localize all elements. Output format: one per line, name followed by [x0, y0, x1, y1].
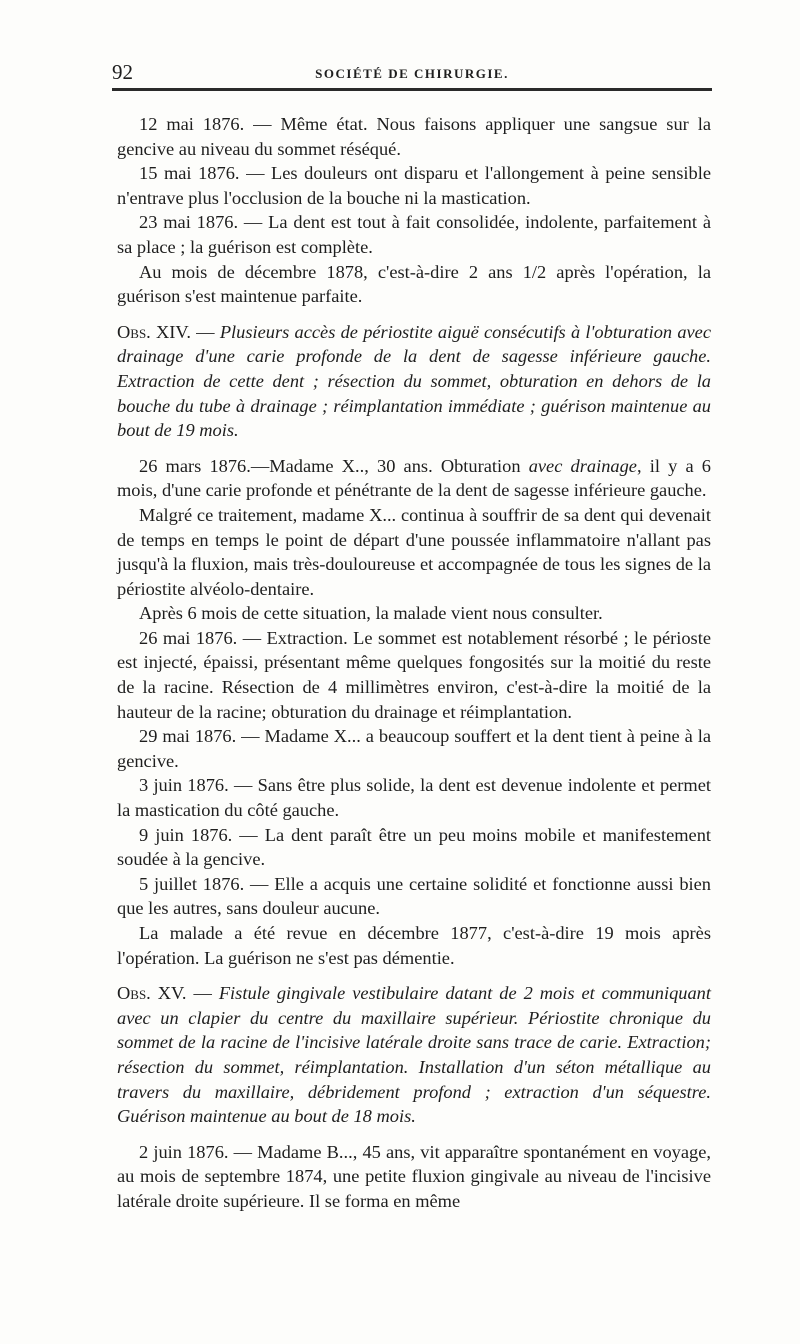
paragraph: Au mois de décembre 1878, c'est-à-dire 2 ans 1/2 après l'opération, la guérison s'est maintenue parfaite.	[117, 261, 711, 307]
observation-heading-xiv	[117, 320, 711, 443]
observation-title: Fistule gingivale vestibulaire datant de 2 mois et communiquant avec un clapier du centre du maxillaire supérieur. Périostite chronique du sommet de la racine de l'incisive latérale droite sans trace de carie. Extraction; résection du sommet, réimplantation. Installation d'un séton métallique au travers du maxillaire, débridement profond ; extraction d'un séquestre. Guérison maintenue au bout de 18 mois.	[117, 983, 711, 1127]
dash: —	[190, 321, 220, 342]
paragraph: 23 mai 1876. — La dent est tout à fait consolidée, indolente, parfaitement à sa place ; la guérison est complète.	[117, 212, 711, 257]
text-body	[117, 112, 711, 1214]
observation-label: Obs. XV.	[117, 983, 187, 1004]
observation-heading-xv	[117, 981, 711, 1129]
paragraph: 5 juillet 1876. — Elle a acquis une certaine solidité et fonctionne aussi bien que les autres, sans douleur aucune.	[117, 873, 711, 919]
observation-label: Obs. XIV.	[117, 321, 191, 342]
paragraph: 15 mai 1876. — Les douleurs ont disparu et l'allongement à peine sensible n'entrave plus l'occlusion de la bouche ni la mastication.	[117, 163, 711, 208]
paragraph	[117, 454, 711, 503]
paragraph: 2 juin 1876. — Madame B..., 45 ans, vit apparaître spontanément en voyage, au mois de septembre 1874, une petite fluxion gingivale au niveau de l'incisive latérale droite supérieure. Il se forma en même	[117, 1141, 711, 1211]
paragraph: 12 mai 1876. — Même état. Nous faisons appliquer une sangsue sur la gencive au niveau du sommet réséqué.	[117, 114, 711, 159]
paragraph: 29 mai 1876. — Madame X... a beaucoup souffert et la dent tient à peine à la gencive.	[117, 726, 711, 771]
paragraph: La malade a été revue en décembre 1877, c'est-à-dire 19 mois après l'opération. La guérison ne s'est pas démentie.	[117, 923, 711, 968]
dash: —	[186, 983, 219, 1004]
page-number: 92	[112, 60, 133, 84]
running-title: SOCIÉTÉ DE CHIRURGIE.	[315, 66, 509, 81]
observation-title: Plusieurs accès de périostite aiguë consécutifs à l'obturation avec drainage d'une carie profonde de la dent de sagesse inférieure gauche. Extraction de cette dent ; résection du sommet, obturation en dehors de la bouche du tube à drainage ; réimplantation immédiate ; guérison maintenue au bout de 19 mois.	[117, 321, 712, 441]
text-run: 26 mars 1876.—Madame X.., 30 ans. Obturation	[139, 455, 529, 476]
running-header	[112, 54, 712, 91]
paragraph: Après 6 mois de cette situation, la malade vient nous consulter.	[139, 603, 603, 624]
text-run: , il y a 6 mois, d'une carie profonde et pénétrante de la dent de sagesse inférieure gauche.	[117, 455, 711, 501]
paragraph: 3 juin 1876. — Sans être plus solide, la dent est devenue indolente et permet la mastication du côté gauche.	[117, 775, 711, 821]
italic-run: avec drainage	[528, 455, 637, 476]
paragraph: 9 juin 1876. — La dent paraît être un peu moins mobile et manifestement soudée à la gencive.	[117, 824, 711, 870]
paragraph: 26 mai 1876. — Extraction. Le sommet est notablement résorbé ; le périoste est injecté, épaissi, présentant même quelques fongosités sur la moitié du reste de la racine. Résection de 4 millimètres environ, c'est-à-dire la moitié de la hauteur de la racine; obturation du drainage et réimplantation.	[117, 627, 711, 722]
paragraph: Malgré ce traitement, madame X... continua à souffrir de sa dent qui devenait de temps en temps le point de départ d'une poussée inflammatoire n'allant pas jusqu'à la fluxion, mais très-douloureuse et accompagnée de tous les signes de la périostite alvéolo-dentaire.	[117, 504, 711, 599]
